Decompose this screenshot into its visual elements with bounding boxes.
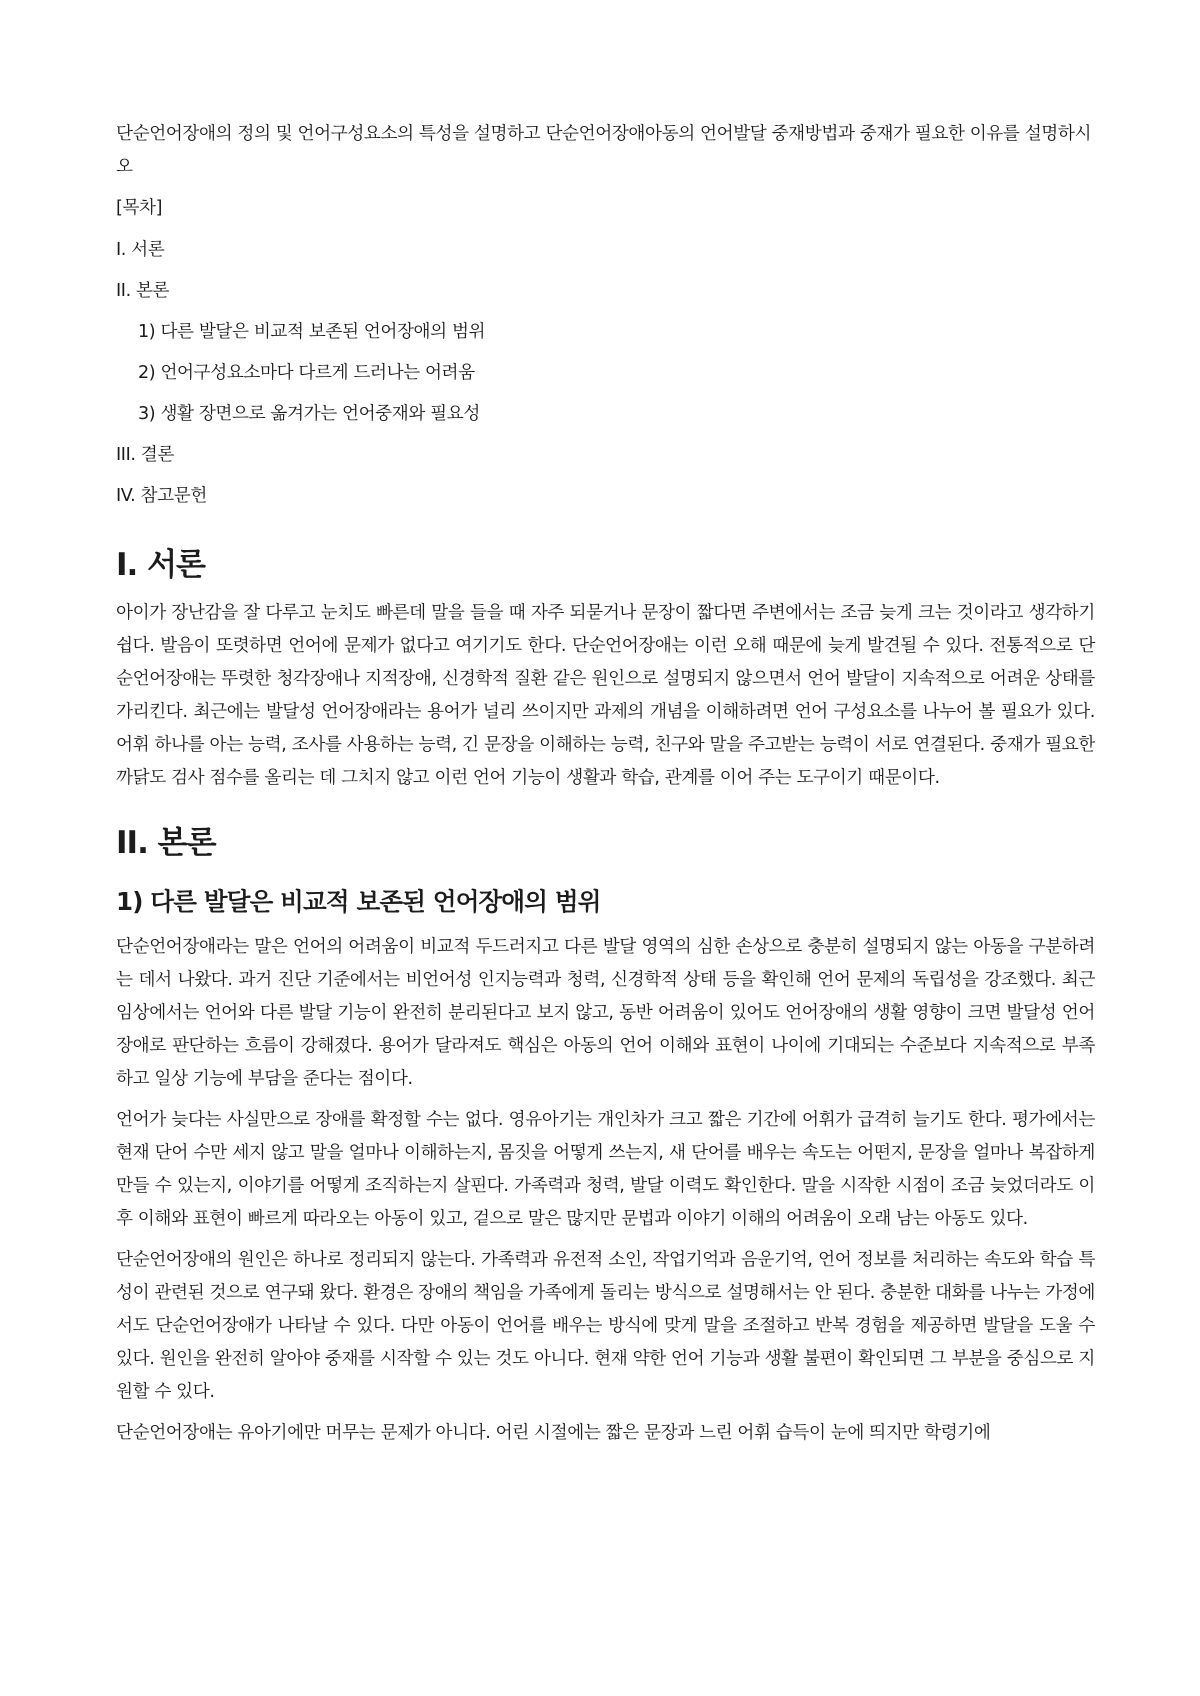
section-1-paragraph-3: 단순언어장애의 원인은 하나로 정리되지 않는다. 가족력과 유전적 소인, 작업기억과 음운기억, 언어 정보를 처리하는 속도와 학습 특성이 관련된 것으로 연구돼 왔다. 환경은 장애의 책임을 가족에게 돌리는 방식으로 설명해서는 안 된다. 충분한 대화를 나누는 가정에서도 단순언어장애가 나타날 수 있다. 다만 아동이 언어를 배우는 방식에 맞게 말을 조절하고 반복 경험을 제공하면 발달을 도울 수 있다. 원인을 완전히 알아야 중재를 시작할 수 있는 것도 아니다. 현재 약한 언어 기능과 생활 불편이 확인되면 그 부분을 중심으로 지원할 수 있다. xyxy=(116,1250,1095,1402)
toc-item-intro: I. 서론 xyxy=(116,240,165,260)
assignment-question: 단순언어장애의 정의 및 언어구성요소의 특성을 설명하고 단순언어장애아동의 언어발달 중재방법과 중재가 필요한 이유를 설명하시오 xyxy=(116,124,1092,177)
section-1-paragraph-2: 언어가 늦다는 사실만으로 장애를 확정할 수는 없다. 영유아기는 개인차가 크고 짧은 기간에 어휘가 급격히 늘기도 한다. 평가에서는 현재 단어 수만 세지 않고 말을 얼마나 이해하는지, 몸짓을 어떻게 쓰는지, 새 단어를 배우는 속도는 어떤지, 문장을 얼마나 복잡하게 만들 수 있는지, 이야기를 어떻게 조직하는지 살핀다. 가족력과 청력, 발달 이력도 확인한다. 말을 시작한 시점이 조금 늦었더라도 이후 이해와 표현이 빠르게 따라오는 아동이 있고, 겉으로 말은 많지만 문법과 이야기 이해의 어려움이 오래 남는 아동도 있다. xyxy=(116,1110,1095,1229)
section-1-heading: 1) 다른 발달은 비교적 보존된 언어장애의 범위 xyxy=(116,887,601,916)
toc-subitem-3: 3) 생활 장면으로 옮겨가는 언어중재와 필요성 xyxy=(138,404,480,424)
table-of-contents xyxy=(116,192,1095,513)
toc-item-conclusion: III. 결론 xyxy=(116,445,174,465)
toc-item-references: IV. 참고문헌 xyxy=(116,486,207,506)
intro-paragraph: 아이가 장난감을 잘 다루고 눈치도 빠른데 말을 들을 때 자주 되묻거나 문장이 짧다면 주변에서는 조금 늦게 크는 것이라고 생각하기 쉽다. 발음이 또렷하면 언어에 문제가 없다고 여기기도 한다. 단순언어장애는 이런 오해 때문에 늦게 발견될 수 있다. 전통적으로 단순언어장애는 뚜렷한 청각장애나 지적장애, 신경학적 질환 같은 원인으로 설명되지 않으면서 언어 발달이 지속적으로 어려운 상태를 가리킨다. 최근에는 발달성 언어장애라는 용어가 널리 쓰이지만 과제의 개념을 이해하려면 언어 구성요소를 나누어 볼 필요가 있다. 어휘 하나를 아는 능력, 조사를 사용하는 능력, 긴 문장을 이해하는 능력, 친구와 말을 주고받는 능력이 서로 연결된다. 중재가 필요한 까닭도 검사 점수를 올리는 데 그치지 않고 이런 언어 기능이 생활과 학습, 관계를 이어 주는 도구이기 때문이다. xyxy=(116,603,1095,788)
toc-subitem-2: 2) 언어구성요소마다 다르게 드러나는 어려움 xyxy=(138,363,475,383)
intro-heading: I. 서론 xyxy=(116,547,205,583)
section-1-paragraph-1: 단순언어장애라는 말은 언어의 어려움이 비교적 두드러지고 다른 발달 영역의 심한 손상으로 충분히 설명되지 않는 아동을 구분하려는 데서 나왔다. 과거 진단 기준에서는 비언어성 인지능력과 청력, 신경학적 상태 등을 확인해 언어 문제의 독립성을 강조했다. 최근 임상에서는 언어와 다른 발달 기능이 완전히 분리된다고 보지 않고, 동반 어려움이 있어도 언어장애의 생활 영향이 크면 발달성 언어장애로 판단하는 흐름이 강해졌다. 용어가 달라져도 핵심은 아동의 언어 이해와 표현이 나이에 기대되는 수준보다 지속적으로 부족하고 일상 기능에 부담을 준다는 점이다. xyxy=(116,937,1095,1089)
section-1-paragraph-4: 단순언어장애는 유아기에만 머무는 문제가 아니다. 어린 시절에는 짧은 문장과 느린 어휘 습득이 눈에 띄지만 학령기에 xyxy=(116,1423,991,1443)
toc-item-body: II. 본론 xyxy=(116,281,170,301)
toc-subitem-1: 1) 다른 발달은 비교적 보존된 언어장애의 범위 xyxy=(138,322,486,342)
toc-heading: [목차] xyxy=(116,198,163,218)
body-heading: II. 본론 xyxy=(116,825,216,861)
